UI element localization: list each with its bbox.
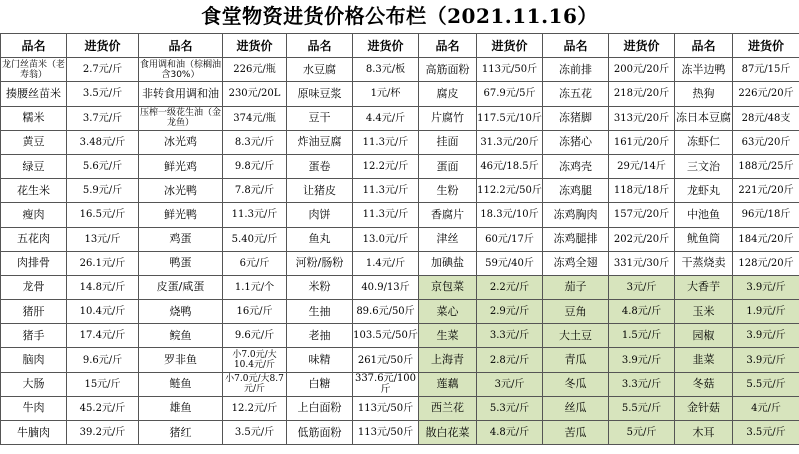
table-row: [1, 251, 799, 275]
item-price-cell: 218元/20斤: [609, 82, 675, 106]
item-price-cell: 3.9元/斤: [733, 348, 799, 372]
item-name-cell: 让猪皮: [287, 179, 353, 203]
item-name-cell: 压榨一级花生油（金龙鱼）: [139, 106, 223, 130]
item-name-cell: 生粉: [419, 179, 477, 203]
item-price-cell: 3.9元/斤: [609, 348, 675, 372]
item-name-cell: 高筋面粉: [419, 58, 477, 82]
item-price-cell: 128元/20斤: [733, 251, 799, 275]
item-price-cell: 226元/瓶: [223, 58, 287, 82]
item-name-cell: 热狗: [675, 82, 733, 106]
item-name-cell: 猪红: [139, 421, 223, 445]
item-price-cell: 15元/斤: [67, 372, 139, 396]
item-name-cell: 蛋面: [419, 154, 477, 178]
item-price-cell: 5元/斤: [609, 421, 675, 445]
item-price-cell: 3元/斤: [477, 372, 543, 396]
item-name-cell: 河粉/肠粉: [287, 251, 353, 275]
item-name-cell: 大肠: [1, 372, 67, 396]
item-name-cell: 大香芋: [675, 275, 733, 299]
item-name-cell: 玉米: [675, 300, 733, 324]
page-title: 食堂物资进货价格公布栏（2021.11.16）: [201, 4, 598, 28]
item-name-cell: 豆角: [543, 300, 609, 324]
column-header-price: 进货价: [609, 34, 675, 58]
item-price-cell: 5.40元/斤: [223, 227, 287, 251]
item-price-cell: 8.3元/板: [353, 58, 419, 82]
item-name-cell: 龙骨: [1, 275, 67, 299]
item-name-cell: 肉饼: [287, 203, 353, 227]
item-price-cell: 117.5元/10斤: [477, 106, 543, 130]
item-price-cell: 87元/15斤: [733, 58, 799, 82]
item-name-cell: 干蒸烧卖: [675, 251, 733, 275]
item-name-cell: 片腐竹: [419, 106, 477, 130]
item-name-cell: 味精: [287, 348, 353, 372]
item-name-cell: 丝瓜: [543, 396, 609, 420]
item-name-cell: 鲩鱼: [139, 324, 223, 348]
item-price-cell: 5.9元/斤: [67, 179, 139, 203]
item-price-cell: 161元/20斤: [609, 130, 675, 154]
item-price-cell: 2.8元/斤: [477, 348, 543, 372]
item-price-cell: 200元/20斤: [609, 58, 675, 82]
column-header-name: 品名: [139, 34, 223, 58]
table-row: [1, 203, 799, 227]
item-name-cell: 牛腩肉: [1, 421, 67, 445]
item-price-cell: 40.9/13斤: [353, 275, 419, 299]
table-row: [1, 227, 799, 251]
column-header-price: 进货价: [223, 34, 287, 58]
item-price-cell: 2.2元/斤: [477, 275, 543, 299]
item-name-cell: 鸭蛋: [139, 251, 223, 275]
item-price-cell: 11.3元/斤: [223, 203, 287, 227]
item-price-cell: 202元/20斤: [609, 227, 675, 251]
item-name-cell: 韭菜: [675, 348, 733, 372]
item-name-cell: 脑肉: [1, 348, 67, 372]
item-name-cell: 炸油豆腐: [287, 130, 353, 154]
item-name-cell: 低筋面粉: [287, 421, 353, 445]
item-name-cell: 蛋卷: [287, 154, 353, 178]
item-name-cell: 菜心: [419, 300, 477, 324]
column-header-name: 品名: [675, 34, 733, 58]
item-name-cell: 冻鸡腿: [543, 179, 609, 203]
table-row: [1, 106, 799, 130]
item-price-cell: 5.5元/斤: [733, 372, 799, 396]
item-price-cell: 16.5元/斤: [67, 203, 139, 227]
table-row: [1, 82, 799, 106]
item-name-cell: 生菜: [419, 324, 477, 348]
item-name-cell: 食用调和油（棕榈油含30%）: [139, 58, 223, 82]
item-price-cell: 4.4元/斤: [353, 106, 419, 130]
table-row: [1, 179, 799, 203]
item-price-cell: 17.4元/斤: [67, 324, 139, 348]
item-price-cell: 11.3元/斤: [353, 130, 419, 154]
item-name-cell: 五花肉: [1, 227, 67, 251]
item-price-cell: 112.2元/50斤: [477, 179, 543, 203]
item-price-cell: 113元/50斤: [477, 58, 543, 82]
item-name-cell: 鱼丸: [287, 227, 353, 251]
item-price-cell: 5.6元/斤: [67, 154, 139, 178]
item-name-cell: 西兰花: [419, 396, 477, 420]
item-name-cell: 水豆腐: [287, 58, 353, 82]
item-price-cell: 6元/斤: [223, 251, 287, 275]
table-row: [1, 324, 799, 348]
item-price-cell: 2.7元/斤: [67, 58, 139, 82]
item-name-cell: 冻猪心: [543, 130, 609, 154]
item-name-cell: 津丝: [419, 227, 477, 251]
item-name-cell: 散白花菜: [419, 421, 477, 445]
item-name-cell: 鲜光鸭: [139, 203, 223, 227]
item-price-cell: 28元/48支: [733, 106, 799, 130]
item-name-cell: 雄鱼: [139, 396, 223, 420]
item-name-cell: 冻猪脚: [543, 106, 609, 130]
item-price-cell: 89.6元/50斤: [353, 300, 419, 324]
item-price-cell: 3.5元/斤: [223, 421, 287, 445]
item-price-cell: 3.5元/斤: [733, 421, 799, 445]
item-name-cell: 冬瓜: [543, 372, 609, 396]
item-price-cell: 9.6元/斤: [223, 324, 287, 348]
table-row: [1, 58, 799, 82]
item-price-cell: 226元/20斤: [733, 82, 799, 106]
table-row: [1, 372, 799, 396]
item-name-cell: 青瓜: [543, 348, 609, 372]
item-name-cell: 冻鸡全翅: [543, 251, 609, 275]
column-header-price: 进货价: [477, 34, 543, 58]
item-price-cell: 7.8元/斤: [223, 179, 287, 203]
item-price-cell: 331元/30斤: [609, 251, 675, 275]
item-price-cell: 16元/斤: [223, 300, 287, 324]
item-price-cell: 1.1元/个: [223, 275, 287, 299]
table-row: [1, 396, 799, 420]
item-price-cell: 3.3元/斤: [477, 324, 543, 348]
item-price-cell: 5.3元/斤: [477, 396, 543, 420]
item-name-cell: 原味豆浆: [287, 82, 353, 106]
item-price-cell: 3元/斤: [609, 275, 675, 299]
item-price-cell: 188元/25斤: [733, 154, 799, 178]
item-name-cell: 加碘盐: [419, 251, 477, 275]
table-row: [1, 348, 799, 372]
item-name-cell: 冻前排: [543, 58, 609, 82]
item-name-cell: 冻五花: [543, 82, 609, 106]
column-header-price: 进货价: [67, 34, 139, 58]
item-price-cell: 118元/18斤: [609, 179, 675, 203]
item-name-cell: 糯米: [1, 106, 67, 130]
item-name-cell: 冻鸡壳: [543, 154, 609, 178]
item-price-cell: 374元/瓶: [223, 106, 287, 130]
item-price-cell: 46元/18.5斤: [477, 154, 543, 178]
item-price-cell: 39.2元/斤: [67, 421, 139, 445]
table-row: [1, 130, 799, 154]
item-name-cell: 木耳: [675, 421, 733, 445]
item-name-cell: 园椒: [675, 324, 733, 348]
item-name-cell: 冰光鸭: [139, 179, 223, 203]
item-name-cell: 老抽: [287, 324, 353, 348]
table-body: [1, 58, 799, 445]
item-price-cell: 96元/18斤: [733, 203, 799, 227]
item-name-cell: 苦瓜: [543, 421, 609, 445]
item-name-cell: 香腐片: [419, 203, 477, 227]
table-row: [1, 421, 799, 445]
table-row: [1, 154, 799, 178]
item-price-cell: 103.5元/50斤: [353, 324, 419, 348]
item-name-cell: 莲藕: [419, 372, 477, 396]
item-price-cell: 184元/20斤: [733, 227, 799, 251]
item-price-cell: 3.9元/斤: [733, 324, 799, 348]
item-price-cell: 67.9元/5斤: [477, 82, 543, 106]
column-header-name: 品名: [287, 34, 353, 58]
item-name-cell: 挂面: [419, 130, 477, 154]
item-name-cell: 上白面粉: [287, 396, 353, 420]
item-price-cell: 11.3元/斤: [353, 179, 419, 203]
item-price-cell: 4元/斤: [733, 396, 799, 420]
item-price-cell: 小7.0元/大8.7元/斤: [223, 372, 287, 396]
item-price-cell: 313元/20斤: [609, 106, 675, 130]
item-price-cell: 31.3元/20斤: [477, 130, 543, 154]
item-name-cell: 罗非鱼: [139, 348, 223, 372]
item-name-cell: 三文治: [675, 154, 733, 178]
item-price-cell: 12.2元/斤: [353, 154, 419, 178]
item-name-cell: 龙门丝苗米（老寿翁）: [1, 58, 67, 82]
item-price-cell: 13.0元/斤: [353, 227, 419, 251]
item-price-cell: 230元/20L: [223, 82, 287, 106]
item-price-cell: 12.2元/斤: [223, 396, 287, 420]
column-header-name: 品名: [419, 34, 477, 58]
item-name-cell: 冰光鸡: [139, 130, 223, 154]
item-name-cell: 金针菇: [675, 396, 733, 420]
item-name-cell: 冬菇: [675, 372, 733, 396]
item-price-cell: 113元/50斤: [353, 421, 419, 445]
item-name-cell: 揍腰丝苗米: [1, 82, 67, 106]
item-price-cell: 337.6元/100斤: [353, 372, 419, 396]
table-row: [1, 275, 799, 299]
item-name-cell: 茄子: [543, 275, 609, 299]
item-name-cell: 龙虾丸: [675, 179, 733, 203]
column-header-name: 品名: [543, 34, 609, 58]
item-name-cell: 花生米: [1, 179, 67, 203]
item-name-cell: 瘦肉: [1, 203, 67, 227]
item-price-cell: 261元/50斤: [353, 348, 419, 372]
item-price-cell: 3.3元/斤: [609, 372, 675, 396]
item-name-cell: 鲢鱼: [139, 372, 223, 396]
item-name-cell: 鸡蛋: [139, 227, 223, 251]
item-name-cell: 大土豆: [543, 324, 609, 348]
item-price-cell: 9.8元/斤: [223, 154, 287, 178]
item-name-cell: 猪手: [1, 324, 67, 348]
item-name-cell: 鱿鱼筒: [675, 227, 733, 251]
item-name-cell: 腐皮: [419, 82, 477, 106]
item-price-cell: 8.3元/斤: [223, 130, 287, 154]
item-name-cell: 米粉: [287, 275, 353, 299]
item-price-cell: 14.8元/斤: [67, 275, 139, 299]
column-header-price: 进货价: [353, 34, 419, 58]
item-price-cell: 1.4元/斤: [353, 251, 419, 275]
item-name-cell: 肉排骨: [1, 251, 67, 275]
item-price-cell: 1.5元/斤: [609, 324, 675, 348]
item-price-cell: 3.9元/斤: [733, 275, 799, 299]
item-price-cell: 26.1元/斤: [67, 251, 139, 275]
item-name-cell: 上海青: [419, 348, 477, 372]
column-header-price: 进货价: [733, 34, 799, 58]
item-price-cell: 小7.0元/大10.4元/斤: [223, 348, 287, 372]
item-price-cell: 9.6元/斤: [67, 348, 139, 372]
price-table: [0, 33, 799, 445]
item-price-cell: 5.5元/斤: [609, 396, 675, 420]
table-header-row: [1, 34, 799, 58]
item-price-cell: 11.3元/斤: [353, 203, 419, 227]
item-price-cell: 221元/20斤: [733, 179, 799, 203]
item-name-cell: 豆干: [287, 106, 353, 130]
item-name-cell: 绿豆: [1, 154, 67, 178]
item-price-cell: 13元/斤: [67, 227, 139, 251]
item-price-cell: 157元/20斤: [609, 203, 675, 227]
item-name-cell: 皮蛋/咸蛋: [139, 275, 223, 299]
item-price-cell: 3.48元/斤: [67, 130, 139, 154]
item-name-cell: 生抽: [287, 300, 353, 324]
item-name-cell: 冻鸡腿排: [543, 227, 609, 251]
item-price-cell: 4.8元/斤: [609, 300, 675, 324]
item-price-cell: 3.7元/斤: [67, 106, 139, 130]
item-price-cell: 59元/40斤: [477, 251, 543, 275]
item-price-cell: 3.5元/斤: [67, 82, 139, 106]
item-name-cell: 中池鱼: [675, 203, 733, 227]
item-price-cell: 113元/50斤: [353, 396, 419, 420]
item-name-cell: 冻日本豆腐: [675, 106, 733, 130]
item-price-cell: 1.9元/斤: [733, 300, 799, 324]
item-price-cell: 2.9元/斤: [477, 300, 543, 324]
item-price-cell: 45.2元/斤: [67, 396, 139, 420]
item-price-cell: 1元/杯: [353, 82, 419, 106]
item-price-cell: 10.4元/斤: [67, 300, 139, 324]
item-name-cell: 牛肉: [1, 396, 67, 420]
column-header-name: 品名: [1, 34, 67, 58]
item-name-cell: 冻半边鸭: [675, 58, 733, 82]
item-price-cell: 60元/17斤: [477, 227, 543, 251]
item-name-cell: 白糖: [287, 372, 353, 396]
table-row: [1, 300, 799, 324]
item-price-cell: 18.3元/10斤: [477, 203, 543, 227]
item-name-cell: 猪肝: [1, 300, 67, 324]
item-name-cell: 京包菜: [419, 275, 477, 299]
item-price-cell: 29元/14斤: [609, 154, 675, 178]
item-price-cell: 4.8元/斤: [477, 421, 543, 445]
item-name-cell: 黄豆: [1, 130, 67, 154]
item-name-cell: 冻鸡胸肉: [543, 203, 609, 227]
item-price-cell: 63元/20斤: [733, 130, 799, 154]
item-name-cell: 冻虾仁: [675, 130, 733, 154]
item-name-cell: 烧鸭: [139, 300, 223, 324]
item-name-cell: 非转食用调和油: [139, 82, 223, 106]
item-name-cell: 鲜光鸡: [139, 154, 223, 178]
